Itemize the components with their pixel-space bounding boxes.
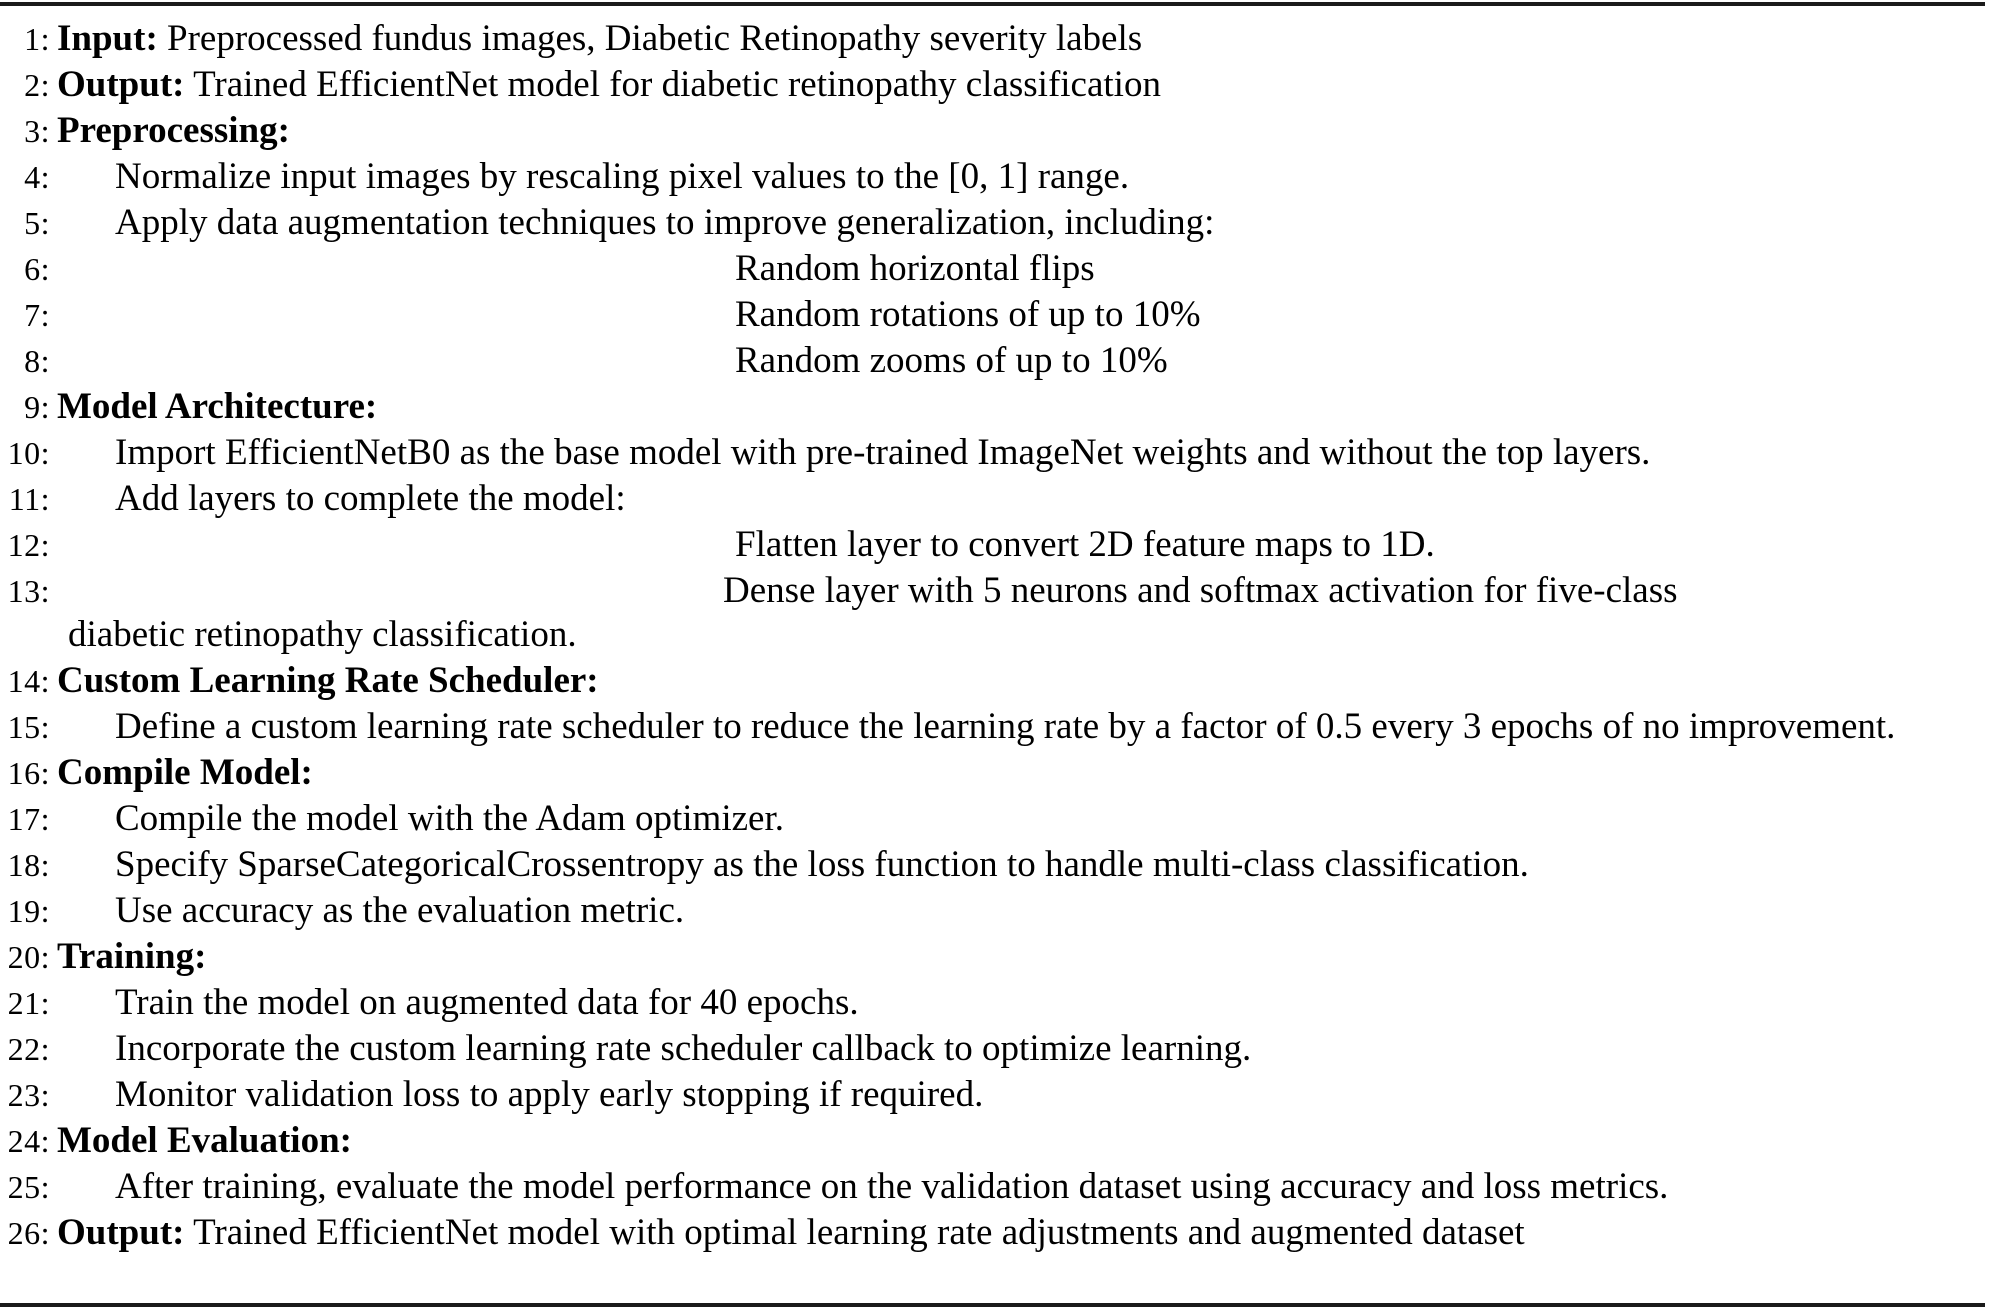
step-body (0, 246, 1985, 292)
step-number: 3: (24, 113, 50, 149)
step-number: 21: (7, 985, 50, 1021)
step-number: 23: (7, 1077, 50, 1113)
algorithm-step (0, 246, 1985, 292)
algorithm-step (0, 154, 1985, 200)
step-body (0, 476, 1985, 522)
algorithm-step (0, 522, 1985, 568)
algorithm-step (0, 338, 1985, 384)
algorithm-step (0, 934, 1985, 980)
step-body (0, 934, 1985, 980)
step-text: Train the model on augmented data for 40 epochs. (115, 982, 859, 1023)
step-number: 4: (24, 159, 50, 195)
step-text: Define a custom learning rate scheduler to reduce the learning rate by a factor of 0.5 every 3 epochs of no improvement. (115, 706, 1896, 747)
step-number: 24: (7, 1123, 50, 1159)
step-body (0, 338, 1985, 384)
algorithm-step (0, 476, 1985, 522)
step-body (0, 384, 1985, 430)
step-text: Preprocessed fundus images, Diabetic Retinopathy severity labels (167, 18, 1143, 59)
step-body (0, 62, 1985, 108)
algorithm-step (0, 1026, 1985, 1072)
step-keyword: Model Architecture: (57, 386, 378, 427)
step-text: Dense layer with 5 neurons and softmax activation for five-class (723, 570, 1678, 611)
step-number: 1: (24, 21, 50, 57)
step-body (0, 704, 1985, 750)
step-number: 13: (7, 573, 50, 609)
step-body (0, 1164, 1985, 1210)
algorithm-step-list (0, 16, 1985, 1256)
step-text: Monitor validation loss to apply early stopping if required. (115, 1074, 984, 1115)
step-text: Random rotations of up to 10% (735, 294, 1201, 335)
step-body (0, 522, 1985, 568)
algorithm-step (0, 200, 1985, 246)
step-keyword: Training: (57, 936, 207, 977)
algorithm-step (0, 888, 1985, 934)
algorithm-step (0, 16, 1985, 62)
step-text: Random zooms of up to 10% (735, 340, 1168, 381)
step-body (0, 430, 1985, 476)
step-number: 14: (7, 663, 50, 699)
algorithm-step (0, 62, 1985, 108)
step-number: 6: (24, 251, 50, 287)
algorithm-step (0, 980, 1985, 1026)
step-number: 19: (7, 893, 50, 929)
algorithm-step (0, 292, 1985, 338)
step-number: 20: (7, 939, 50, 975)
step-keyword: Model Evaluation: (57, 1120, 352, 1161)
step-number: 18: (7, 847, 50, 883)
algorithm-step (0, 384, 1985, 430)
step-body (0, 200, 1985, 246)
step-keyword: Output: (57, 1212, 185, 1253)
step-number: 7: (24, 297, 50, 333)
step-text: Random horizontal flips (735, 248, 1095, 289)
step-body (0, 1026, 1985, 1072)
step-number: 11: (8, 481, 50, 517)
step-body (0, 658, 1985, 704)
step-number: 25: (7, 1169, 50, 1205)
step-text: Use accuracy as the evaluation metric. (115, 890, 685, 931)
step-number: 8: (24, 343, 50, 379)
step-body (0, 888, 1985, 934)
algorithm-step (0, 1210, 1985, 1256)
step-keyword: Input: (57, 18, 158, 59)
step-body (0, 980, 1985, 1026)
step-number: 2: (24, 67, 50, 103)
step-text: Apply data augmentation techniques to improve generalization, including: (115, 202, 1215, 243)
step-body (0, 796, 1985, 842)
step-text: Trained EfficientNet model for diabetic retinopathy classification (193, 64, 1161, 105)
algorithm-step (0, 108, 1985, 154)
algorithm-step (0, 750, 1985, 796)
algorithm-bottom-rule (0, 1303, 1985, 1307)
step-body (0, 292, 1985, 338)
step-body (0, 1072, 1985, 1118)
step-text: After training, evaluate the model performance on the validation dataset using accuracy and loss metrics. (115, 1166, 1669, 1207)
step-text: Import EfficientNetB0 as the base model with pre-trained ImageNet weights and without the top layers. (115, 432, 1651, 473)
step-text: Add layers to complete the model: (115, 478, 626, 519)
step-text: Trained EfficientNet model with optimal learning rate adjustments and augmented dataset (193, 1212, 1525, 1253)
step-number: 9: (24, 389, 50, 425)
algorithm-step (0, 704, 1985, 750)
step-keyword: Custom Learning Rate Scheduler: (57, 660, 599, 701)
step-text: Flatten layer to convert 2D feature maps to 1D. (735, 524, 1435, 565)
step-keyword: Preprocessing: (57, 110, 290, 151)
algorithm-step (0, 1164, 1985, 1210)
step-text: Specify SparseCategoricalCrossentropy as the loss function to handle multi-class classification. (115, 844, 1529, 885)
algorithm-step (0, 658, 1985, 704)
step-text-continuation: diabetic retinopathy classification. (68, 614, 577, 655)
step-number: 12: (7, 527, 50, 563)
step-number: 5: (24, 205, 50, 241)
step-text: Compile the model with the Adam optimizer. (115, 798, 784, 839)
step-body (0, 1210, 1985, 1256)
algorithm-step (0, 1118, 1985, 1164)
step-number: 26: (7, 1215, 50, 1251)
step-body (0, 1118, 1985, 1164)
step-body (0, 750, 1985, 796)
step-number: 10: (7, 435, 50, 471)
step-number: 16: (7, 755, 50, 791)
step-body (0, 108, 1985, 154)
step-body (0, 154, 1985, 200)
step-keyword: Output: (57, 64, 185, 105)
step-number: 15: (7, 709, 50, 745)
step-body (0, 16, 1985, 62)
step-number: 22: (7, 1031, 50, 1067)
algorithm-step (0, 430, 1985, 476)
step-text: Normalize input images by rescaling pixel values to the [0, 1] range. (115, 156, 1130, 197)
step-number: 17: (7, 801, 50, 837)
algorithm-step (0, 842, 1985, 888)
algorithm-step (0, 1072, 1985, 1118)
step-text: Incorporate the custom learning rate scheduler callback to optimize learning. (115, 1028, 1252, 1069)
algorithm-top-rule (0, 2, 1985, 6)
step-body (0, 568, 1985, 658)
algorithm-step (0, 796, 1985, 842)
algorithm-step (0, 568, 1985, 658)
step-keyword: Compile Model: (57, 752, 313, 793)
step-body (0, 842, 1985, 888)
